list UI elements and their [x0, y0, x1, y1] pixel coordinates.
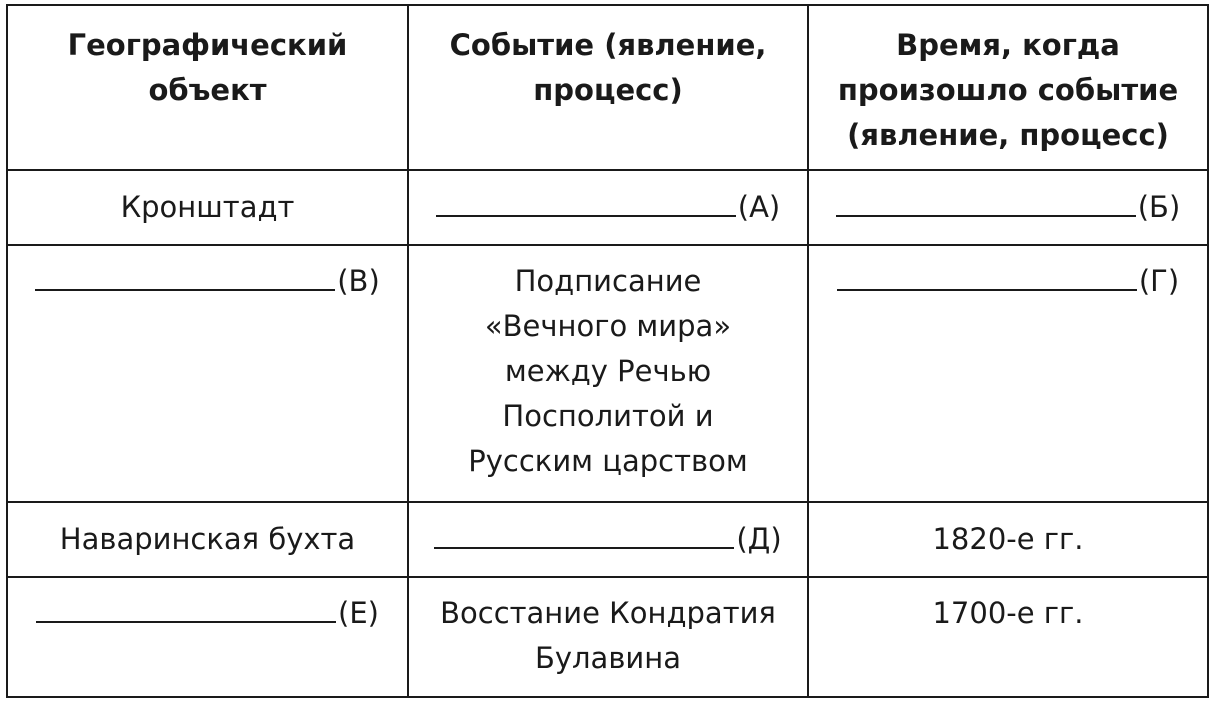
cell-object [7, 502, 408, 577]
blank-letter: (А) [737, 190, 781, 224]
header-time: Время, когда произошло событие (явление, процесс) [808, 5, 1208, 170]
blank-line [836, 185, 1136, 217]
time-text: 1700-е гг. [932, 596, 1084, 630]
blank-line [35, 259, 335, 291]
cell-object [7, 245, 408, 502]
cell-event [408, 502, 808, 577]
answer-table [6, 4, 1209, 698]
header-row [7, 5, 1208, 170]
cell-time [808, 577, 1208, 697]
cell-event [408, 245, 808, 502]
object-text: Наваринская бухта [59, 522, 356, 556]
answer-blank-v[interactable] [35, 259, 380, 304]
table-row [7, 245, 1208, 502]
cell-event [408, 577, 808, 697]
table-row [7, 502, 1208, 577]
cell-object [7, 170, 408, 245]
event-text: Подписание «Вечного мира» между Речью Посполитой и Русским царством [468, 264, 748, 478]
header-geographic-object: Географический объект [7, 5, 408, 170]
blank-line [436, 185, 736, 217]
object-text: Кронштадт [120, 190, 295, 224]
table-row [7, 170, 1208, 245]
answer-blank-d[interactable] [434, 517, 781, 562]
cell-time [808, 502, 1208, 577]
blank-line [36, 591, 336, 623]
blank-letter: (В) [337, 264, 380, 298]
blank-letter: (Д) [736, 522, 782, 556]
blank-line [434, 517, 734, 549]
table-row [7, 577, 1208, 697]
cell-time [808, 170, 1208, 245]
blank-letter: (Е) [338, 596, 379, 630]
answer-blank-g[interactable] [837, 259, 1179, 304]
cell-time [808, 245, 1208, 502]
answer-blank-a[interactable] [436, 185, 780, 230]
answer-blank-e[interactable] [36, 591, 379, 636]
cell-event [408, 170, 808, 245]
cell-object [7, 577, 408, 697]
answer-blank-b[interactable] [836, 185, 1181, 230]
event-text: Восстание Кондратия Булавина [440, 596, 776, 675]
time-text: 1820-е гг. [932, 522, 1084, 556]
blank-letter: (Б) [1137, 190, 1181, 224]
blank-line [837, 259, 1137, 291]
header-event: Событие (явление, процесс) [408, 5, 808, 170]
blank-letter: (Г) [1138, 264, 1180, 298]
